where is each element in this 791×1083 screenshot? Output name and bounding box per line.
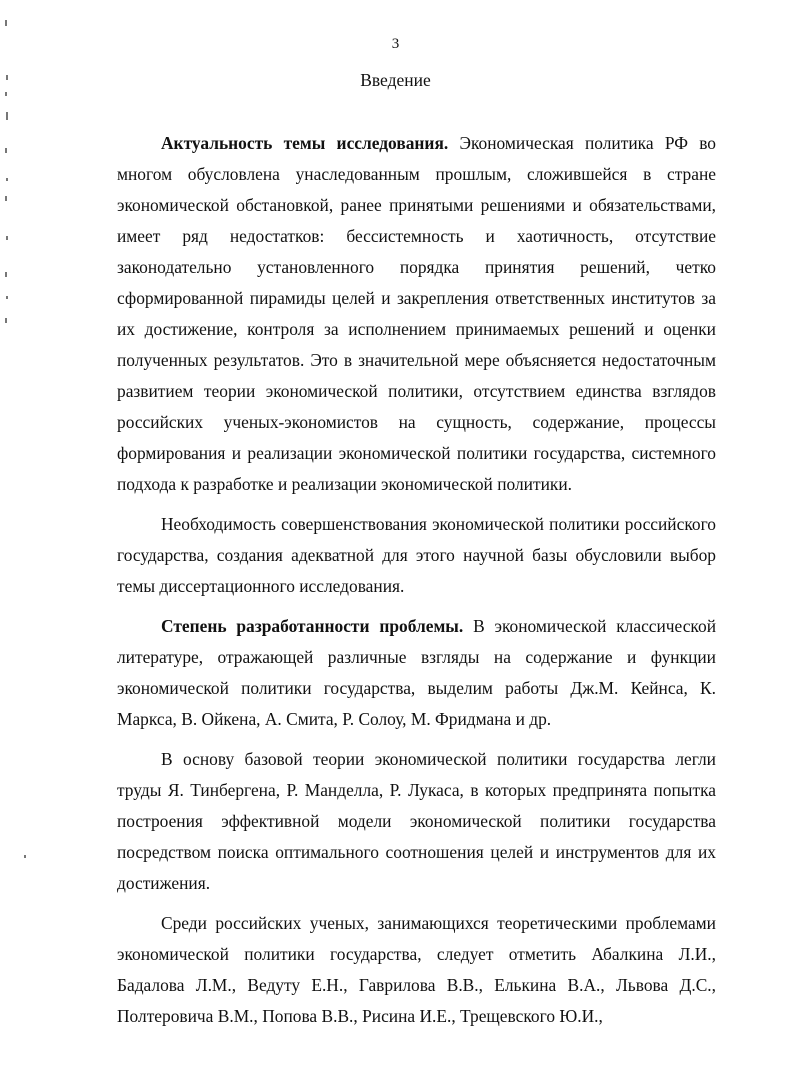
paragraph-text: Среди российских ученых, занимающихся теоретическими проблемами экономической политики государства, следует отметить Абалкина Л.И., Бадалова Л.М., Ведуту Е.Н., Гаврилова В.В., Елькина В.А., Львова Д.С., Полтеровича В.М., Попова В.В., Рисина И.Е., Трещевского Ю.И.,: [117, 913, 716, 1026]
paragraph-text: В экономической классической литературе, отражающей различные взгляды на содержание и функции экономической политики государства, выделим работы Дж.М. Кейнса, К. Маркса, В. Ойкена, А. Смита, Р. Солоу, М. Фридмана и др.: [117, 616, 716, 729]
paragraph-text: Необходимость совершенствования экономической политики российского государства, создания адекватной для этого научной базы обусловили выбор темы диссертационного исследования.: [117, 514, 716, 596]
page-number: 3: [391, 36, 400, 52]
paragraph-russian-scholars: [117, 908, 716, 1032]
paragraph-degree-of-development: [117, 611, 716, 735]
scan-mark: [6, 178, 8, 181]
scan-mark: [5, 196, 7, 201]
document-body: [117, 128, 716, 1041]
scan-mark: [5, 148, 7, 153]
paragraph-necessity: [117, 509, 716, 602]
paragraph-lead: Степень разработанности проблемы.: [161, 616, 464, 636]
paragraph-lead: Актуальность темы исследования.: [161, 133, 449, 153]
paragraph-relevance: [117, 128, 716, 500]
scan-mark: [6, 296, 8, 299]
paragraph-basic-theory: [117, 744, 716, 899]
scan-edge-marks: [0, 0, 30, 1083]
paragraph-text: Экономическая политика РФ во многом обусловлена унаследованным прошлым, сложившейся в стране экономической обстановкой, ранее принятыми решениями и обязательствами, имеет ряд недостатков: бессистемность и хаотичность, отсутствие законодательно установленного порядка принятия решений, четко сформированной пирамиды целей и закрепления ответственных институтов за их достижение, контроля за исполнением принимаемых решений и оценки полученных результатов. Это в значительной мере объясняется недостаточным развитием теории экономической политики, отсутствием единства взглядов российских ученых-экономистов на сущность, содержание, процессы формирования и реализации экономической политики государства, системного подхода к разработке и реализации экономической политики.: [117, 133, 716, 494]
scan-mark: [5, 20, 7, 26]
paragraph-text: В основу базовой теории экономической политики государства легли труды Я. Тинбергена, Р. Манделла, Р. Лукаса, в которых предпринята попытка построения эффективной модели экономической политики государства посредством поиска оптимального соотношения целей и инструментов для их достижения.: [117, 749, 716, 893]
scan-mark: [5, 272, 7, 277]
scan-mark: [6, 112, 8, 120]
scan-mark: [6, 236, 8, 240]
scan-mark: [5, 318, 7, 323]
scan-mark: [5, 92, 7, 96]
section-title: Введение: [360, 70, 431, 90]
scan-mark: [24, 855, 26, 858]
